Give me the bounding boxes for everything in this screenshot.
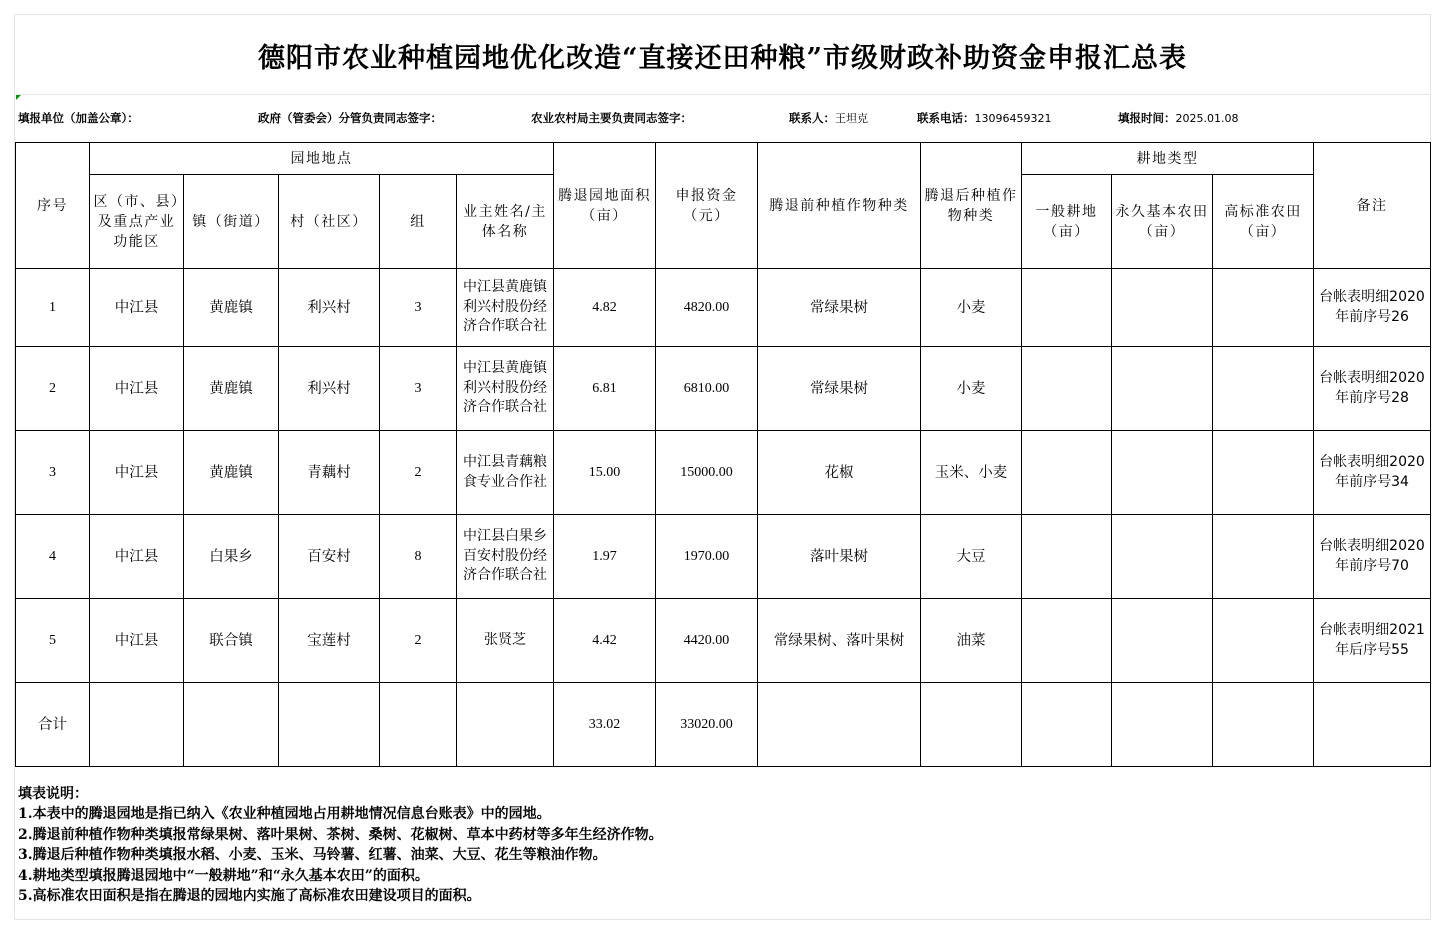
table-row <box>16 269 1431 347</box>
cell-general-farmland <box>1022 347 1112 431</box>
cell-fund: 6810.00 <box>656 347 758 431</box>
cell-town: 黄鹿镇 <box>184 269 279 347</box>
cell-high-standard-farmland <box>1213 599 1314 683</box>
cell-permanent-farmland <box>1112 269 1213 347</box>
cell-permanent-farmland <box>1112 515 1213 599</box>
cell-before-crop: 常绿果树、落叶果树 <box>758 599 921 683</box>
cell-district: 中江县 <box>90 599 184 683</box>
header-group: 组 <box>380 175 457 269</box>
phone-field <box>917 110 1051 126</box>
cell-group: 3 <box>380 269 457 347</box>
empty-cell <box>1112 683 1213 767</box>
note-item: 5.高标准农田面积是指在腾退的园地内实施了高标准农田建设项目的面积。 <box>18 888 481 905</box>
cell-after-crop: 大豆 <box>921 515 1022 599</box>
cell-area: 15.00 <box>554 431 656 515</box>
header-after-crop: 腾退后种植作物种类 <box>921 143 1022 269</box>
cell-seq: 2 <box>16 347 90 431</box>
cell-town: 黄鹿镇 <box>184 431 279 515</box>
cell-general-farmland <box>1022 269 1112 347</box>
header-village: 村（社区） <box>279 175 380 269</box>
cell-fund: 4420.00 <box>656 599 758 683</box>
header-seq: 序号 <box>16 143 90 269</box>
cell-seq: 3 <box>16 431 90 515</box>
header-remark: 备注 <box>1314 143 1431 269</box>
cell-district: 中江县 <box>90 431 184 515</box>
header-town: 镇（街道） <box>184 175 279 269</box>
total-label: 合计 <box>16 683 90 767</box>
total-area: 33.02 <box>554 683 656 767</box>
cell-permanent-farmland <box>1112 347 1213 431</box>
empty-cell <box>90 683 184 767</box>
header-owner: 业主姓名/主体名称 <box>457 175 554 269</box>
empty-cell <box>1213 683 1314 767</box>
cell-remark: 台帐表明细2020年前序号70 <box>1314 515 1431 599</box>
cell-seq: 4 <box>16 515 90 599</box>
cell-seq: 1 <box>16 269 90 347</box>
cell-before-crop: 落叶果树 <box>758 515 921 599</box>
cell-fund: 4820.00 <box>656 269 758 347</box>
cell-permanent-farmland <box>1112 431 1213 515</box>
empty-cell <box>1022 683 1112 767</box>
empty-cell <box>1314 683 1431 767</box>
notes-heading: 填表说明： <box>18 786 88 802</box>
table-row <box>16 599 1431 683</box>
empty-cell <box>380 683 457 767</box>
cell-remark: 台帐表明细2021年后序号55 <box>1314 599 1431 683</box>
cell-district: 中江县 <box>90 269 184 347</box>
header-land-type-group: 耕地类型 <box>1022 143 1314 175</box>
note-item: 2.腾退前种植作物种类填报常绿果树、落叶果树、茶树、桑树、花椒树、草本中药材等多年生经济作物。 <box>18 826 663 843</box>
cell-town: 联合镇 <box>184 599 279 683</box>
date-label: 填报时间： <box>1118 111 1176 125</box>
note-item: 4.耕地类型填报腾退园地中“一般耕地”和“永久基本农田”的面积。 <box>18 867 429 884</box>
total-row <box>16 683 1431 767</box>
cell-group: 2 <box>380 431 457 515</box>
header-high-standard-farmland: 高标准农田（亩） <box>1213 175 1314 269</box>
cell-village: 宝莲村 <box>279 599 380 683</box>
cell-remark: 台帐表明细2020年前序号34 <box>1314 431 1431 515</box>
cell-before-crop: 花椒 <box>758 431 921 515</box>
cell-fund: 1970.00 <box>656 515 758 599</box>
cell-group: 2 <box>380 599 457 683</box>
note-item: 3.腾退后种植作物种类填报水稻、小麦、玉米、马铃薯、红薯、油菜、大豆、花生等粮油作物。 <box>18 847 607 864</box>
cell-area: 4.42 <box>554 599 656 683</box>
cell-owner: 张贤芝 <box>457 599 554 683</box>
cell-district: 中江县 <box>90 347 184 431</box>
empty-cell <box>758 683 921 767</box>
cell-town: 黄鹿镇 <box>184 347 279 431</box>
cell-high-standard-farmland <box>1213 269 1314 347</box>
table-row <box>16 431 1431 515</box>
cell-area: 4.82 <box>554 269 656 347</box>
header-area: 腾退园地面积（亩） <box>554 143 656 269</box>
cell-village: 利兴村 <box>279 269 380 347</box>
cell-before-crop: 常绿果树 <box>758 347 921 431</box>
cell-owner: 中江县黄鹿镇利兴村股份经济合作联合社 <box>457 347 554 431</box>
cell-remark: 台帐表明细2020年前序号26 <box>1314 269 1431 347</box>
cell-village: 青藕村 <box>279 431 380 515</box>
fill-instructions <box>18 784 663 906</box>
summary-table <box>15 142 1431 767</box>
note-item: 1.本表中的腾退园地是指已纳入《农业种植园地占用耕地情况信息台账表》中的园地。 <box>18 806 551 823</box>
cell-after-crop: 玉米、小麦 <box>921 431 1022 515</box>
cell-area: 6.81 <box>554 347 656 431</box>
cell-after-crop: 小麦 <box>921 269 1022 347</box>
cell-general-farmland <box>1022 515 1112 599</box>
header-permanent-farmland: 永久基本农田（亩） <box>1112 175 1213 269</box>
cell-fund: 15000.00 <box>656 431 758 515</box>
header-fund: 申报资金（元） <box>656 143 758 269</box>
table-row <box>16 515 1431 599</box>
page-title: 德阳市农业种植园地优化改造“直接还田种粮”市级财政补助资金申报汇总表 <box>257 43 1188 74</box>
agri-signature-label: 农业农村局主要负责同志签字： <box>531 111 692 125</box>
header-before-crop: 腾退前种植作物种类 <box>758 143 921 269</box>
phone-value: 13096459321 <box>974 112 1052 125</box>
cell-group: 8 <box>380 515 457 599</box>
cell-before-crop: 常绿果树 <box>758 269 921 347</box>
header-district: 区（市、县）及重点产业功能区 <box>90 175 184 269</box>
cell-seq: 5 <box>16 599 90 683</box>
cell-after-crop: 油菜 <box>921 599 1022 683</box>
cell-owner: 中江县青藕粮食专业合作社 <box>457 431 554 515</box>
cell-high-standard-farmland <box>1213 347 1314 431</box>
cell-comment-marker <box>16 95 21 100</box>
cell-district: 中江县 <box>90 515 184 599</box>
empty-cell <box>279 683 380 767</box>
cell-village: 利兴村 <box>279 347 380 431</box>
cell-permanent-farmland <box>1112 599 1213 683</box>
cell-owner: 中江县黄鹿镇利兴村股份经济合作联合社 <box>457 269 554 347</box>
empty-cell <box>457 683 554 767</box>
cell-owner: 中江县白果乡百安村股份经济合作联合社 <box>457 515 554 599</box>
cell-village: 百安村 <box>279 515 380 599</box>
empty-cell <box>184 683 279 767</box>
contact-label: 联系人： <box>789 111 835 125</box>
header-general-farmland: 一般耕地（亩） <box>1022 175 1112 269</box>
cell-high-standard-farmland <box>1213 515 1314 599</box>
header-location-group: 园地地点 <box>90 143 554 175</box>
cell-general-farmland <box>1022 431 1112 515</box>
cell-town: 白果乡 <box>184 515 279 599</box>
date-value: 2025.01.08 <box>1175 112 1239 125</box>
cell-high-standard-farmland <box>1213 431 1314 515</box>
cell-general-farmland <box>1022 599 1112 683</box>
cell-area: 1.97 <box>554 515 656 599</box>
gov-signature-label: 政府（管委会）分管负责同志签字： <box>258 111 442 125</box>
empty-cell <box>921 683 1022 767</box>
date-field <box>1118 110 1238 126</box>
total-fund: 33020.00 <box>656 683 758 767</box>
cell-after-crop: 小麦 <box>921 347 1022 431</box>
fill-unit-label: 填报单位（加盖公章）： <box>18 111 139 125</box>
title-divider <box>14 94 1431 95</box>
table-row <box>16 347 1431 431</box>
cell-remark: 台帐表明细2020年前序号28 <box>1314 347 1431 431</box>
phone-label: 联系电话： <box>917 111 975 125</box>
contact-field <box>789 110 868 126</box>
contact-value: 王坦克 <box>835 112 868 125</box>
cell-group: 3 <box>380 347 457 431</box>
